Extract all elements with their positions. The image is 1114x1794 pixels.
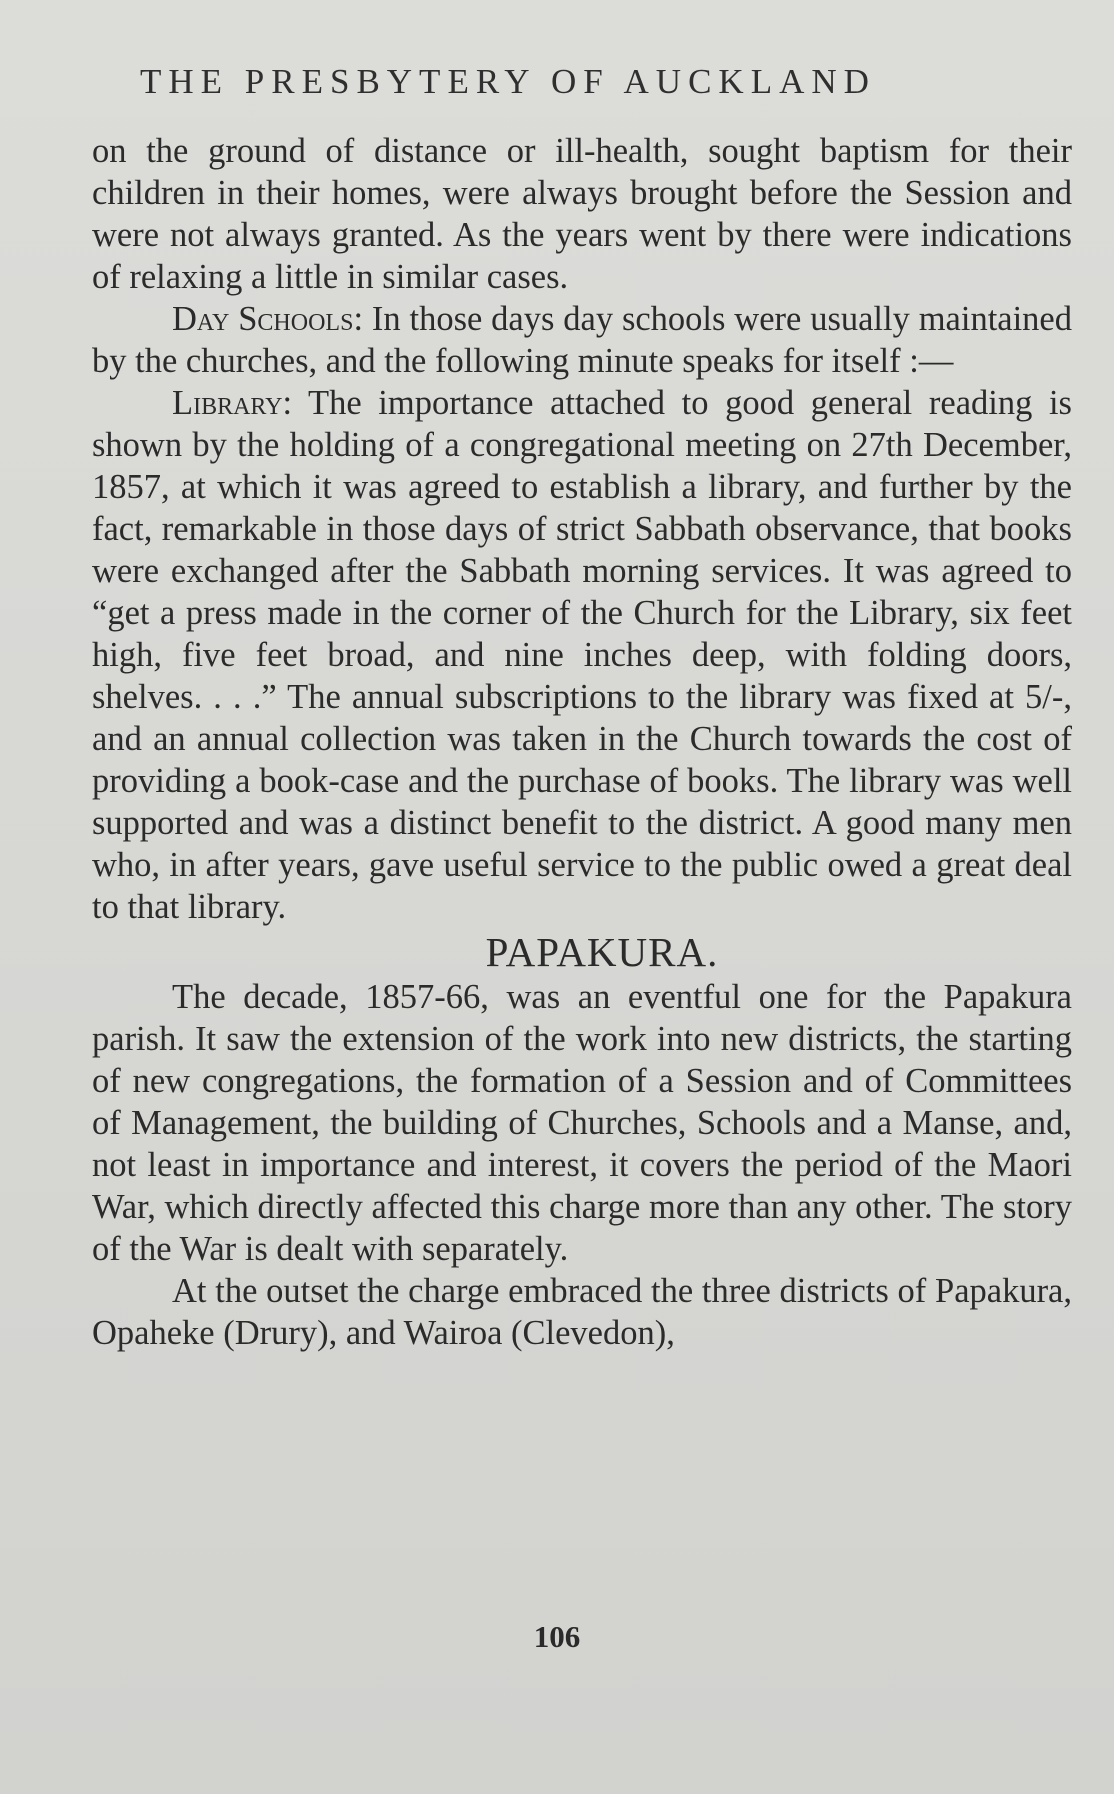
paragraph-baptism: on the ground of distance or ill-health, sought baptism for their children in their homes, were always brought before the Session and were not always granted. As the years went by there were indications of relaxing a little in similar cases.	[92, 132, 1072, 296]
running-head: THE PRESBYTERY OF AUCKLAND	[140, 62, 876, 101]
library-text: The importance attached to good general reading is shown by the holding of a congregational meeting on 27th December, 1857, at which it was agreed to establish a library, and further by the fact, remarkable in those days of strict Sabbath observance, that books were exchanged after the Sabbath morning services. It was agreed to “get a press made in the corner of the Church for the Library, six feet high, five feet broad, and nine inches deep, with folding doors, shelves. . . .” The annual subscriptions to the library was fixed at 5/-, and an annual collection was taken in the Church towards the cost of providing a book-case and the purchase of books. The library was well supported and was a distinct benefit to the district. A good many men who, in after years, gave useful service to the public owed a great deal to that library.	[92, 384, 1072, 926]
day-schools-lead: Day Schools	[172, 300, 354, 338]
page-number: 106	[533, 1619, 581, 1654]
paragraph-day-schools	[92, 298, 1072, 382]
library-lead: Library	[172, 384, 283, 422]
library-separator: :	[282, 384, 309, 422]
paragraph-library	[92, 382, 1072, 928]
day-schools-text: In those days day schools were usually maintained by the churches, and the following minute speaks for itself :—	[92, 300, 1072, 380]
body-text	[92, 130, 1072, 1354]
paragraph-outset: At the outset the charge embraced the three districts of Papakura, Opaheke (Drury), and Wairoa (Clevedon),	[92, 1272, 1072, 1352]
paragraph-decade: The decade, 1857-66, was an eventful one for the Papakura parish. It saw the extension of the work into new districts, the starting of new congregations, the formation of a Session and of Committees of Management, the building of Churches, Schools and a Manse, and, not least in importance and interest, it covers the period of the Maori War, which directly affected this charge more than any other. The story of the War is dealt with separately.	[92, 978, 1072, 1268]
day-schools-separator: :	[353, 300, 372, 338]
section-heading-papakura: PAPAKURA.	[485, 929, 719, 975]
